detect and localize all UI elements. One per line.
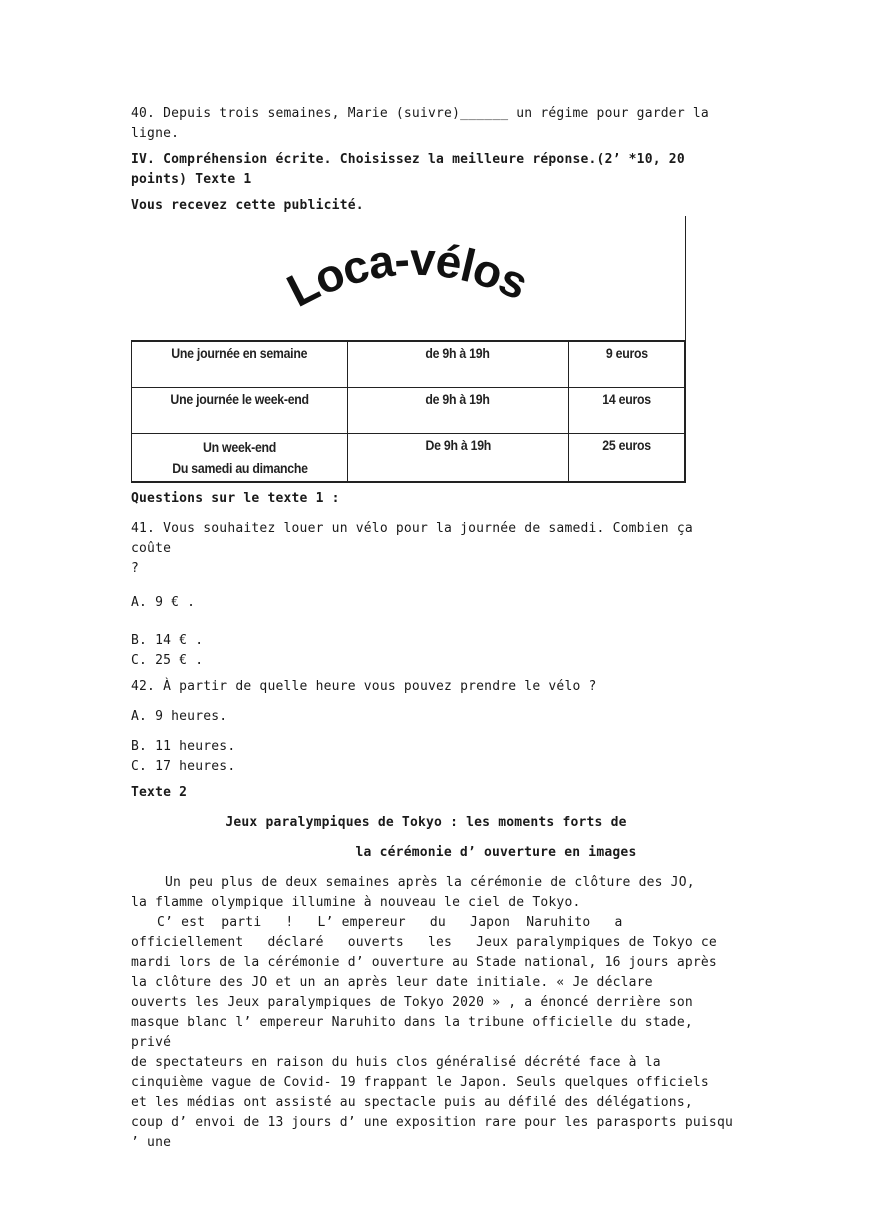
question-41-line2: ? [131, 561, 140, 576]
document-page [131, 104, 741, 1153]
row3-price: 25 euros [568, 434, 684, 482]
article-title-line2: la cérémonie d’ ouverture en images [355, 845, 637, 860]
paragraph-2-line4: la clôture des JO et un an après leur date initiale. « Je déclare [131, 975, 653, 990]
row3-label: Un week-end Du samedi au dimanche [132, 434, 348, 482]
logo-text: Loca-vélos [278, 233, 536, 317]
row1-price: 9 euros [568, 341, 684, 388]
question-42-option-a: A. 9 heures. [131, 709, 228, 724]
article-title-line1: Jeux paralympiques de Tokyo : les moments forts de [225, 815, 627, 830]
question-42: 42. À partir de quelle heure vous pouvez prendre le vélo ? [131, 679, 597, 694]
loca-velos-logo-image [278, 233, 538, 323]
paragraph-2-line3: mardi lors de la cérémonie d’ ouverture au Stade national, 16 jours après [131, 955, 717, 970]
question-41-option-c: C. 25 € . [131, 653, 204, 668]
question-41-option-a: A. 9 € . [131, 595, 196, 610]
texte-2-label: Texte 2 [131, 785, 188, 800]
paragraph-2-line8: cinquième vague de Covid- 19 frappant le Japon. Seuls quelques officiels [131, 1075, 709, 1090]
row2-label: Une journée le week-end [132, 388, 348, 434]
paragraph-2-line6: masque blanc l’ empereur Naruhito dans la tribune officielle du stade, privé [131, 1015, 693, 1050]
paragraph-2-line5: ouverts les Jeux paralympiques de Tokyo 2020 » , a énoncé derrière son [131, 995, 693, 1010]
question-40-line2: ligne. [131, 126, 180, 141]
question-40-line1: 40. Depuis trois semaines, Marie (suivre)______ un régime pour garder la [131, 106, 709, 121]
paragraph-2-line9: et les médias ont assisté au spectacle puis au défilé des délégations, [131, 1095, 693, 1110]
row1-label: Une journée en semaine [132, 341, 348, 388]
question-42-option-b: B. 11 heures. [131, 739, 236, 754]
ad-logo [131, 216, 685, 340]
paragraph-2-line2: officiellement déclaré ouverts les Jeux paralympiques de Tokyo ce [131, 935, 717, 950]
ad-intro: Vous recevez cette publicité. [131, 198, 364, 213]
svg-text:Loca-vélos [279, 233, 535, 317]
paragraph-2-line11: ’ une [131, 1135, 172, 1150]
paragraph-2-line7: de spectateurs en raison du huis clos généralisé décrété face à la [131, 1055, 661, 1070]
paragraph-1-line1: Un peu plus de deux semaines après la cérémonie de clôture des JO, [165, 875, 695, 890]
row2-price: 14 euros [568, 388, 684, 434]
advertisement-box [131, 216, 686, 483]
section-4-heading-line2: points) Texte 1 [131, 172, 252, 187]
question-41-option-b: B. 14 € . [131, 633, 204, 648]
section-4-heading-line1: IV. Compréhension écrite. Choisissez la meilleure réponse.(2’ *10, 20 [131, 152, 685, 167]
paragraph-2-line1: C’ est parti ! L’ empereur du Japon Naruhito a [157, 915, 623, 930]
table-row [132, 434, 685, 482]
paragraph-1-line2: la flamme olympique illumine à nouveau le ciel de Tokyo. [131, 895, 581, 910]
row1-hours: de 9h à 19h [347, 341, 568, 388]
row3-hours: De 9h à 19h [347, 434, 568, 482]
paragraph-2-line10: coup d’ envoi de 13 jours d’ une exposition rare pour les parasports puisqu [131, 1115, 733, 1130]
questions-heading: Questions sur le texte 1 : [131, 491, 340, 506]
question-41-line1: 41. Vous souhaitez louer un vélo pour la journée de samedi. Combien ça coûte [131, 521, 693, 556]
price-table [131, 340, 685, 482]
question-42-option-c: C. 17 heures. [131, 759, 236, 774]
table-row [132, 341, 685, 388]
table-row [132, 388, 685, 434]
row2-hours: de 9h à 19h [347, 388, 568, 434]
